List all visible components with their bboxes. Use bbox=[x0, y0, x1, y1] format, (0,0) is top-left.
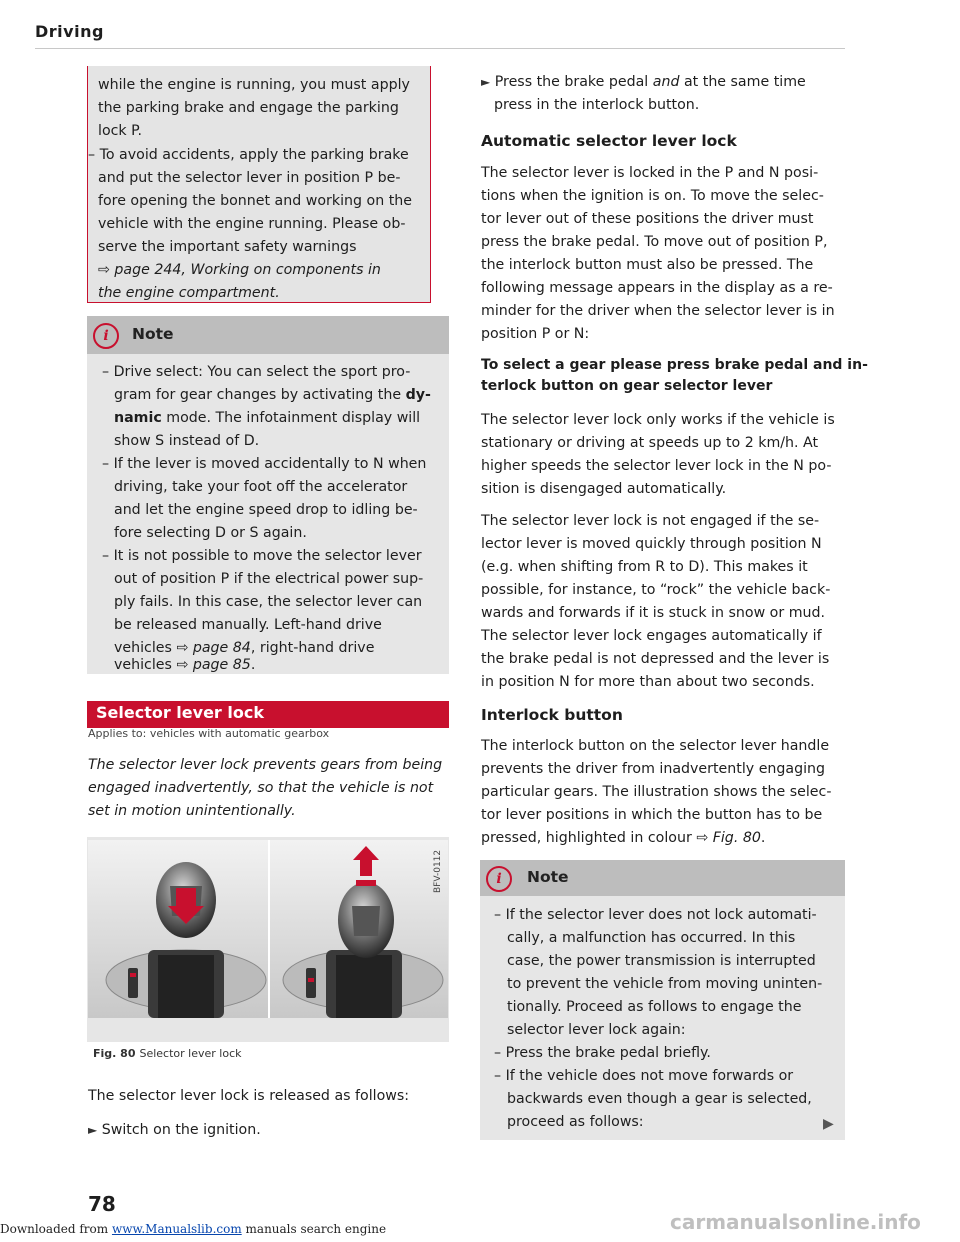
heading-automatic-selector-lever-lock: Automatic selector lever lock bbox=[481, 132, 737, 150]
para-line: (e.g. when shifting from R to D). This makes it bbox=[481, 559, 808, 575]
note-line: ply fails. In this case, the selector lever can bbox=[114, 594, 423, 610]
warning-line: while the engine is running, you must apply bbox=[98, 77, 410, 93]
link-page-85[interactable]: ⇨ page 85 bbox=[176, 657, 251, 673]
para-line: the brake pedal is not depressed and the lever is bbox=[481, 651, 830, 667]
note-line: – If the vehicle does not move forwards or bbox=[494, 1068, 794, 1084]
page-header-title: Driving bbox=[35, 22, 104, 41]
step-arrow-icon: ► bbox=[88, 1123, 98, 1137]
para-line: The selector lever lock is not engaged if the se- bbox=[481, 513, 820, 529]
note-title: Note bbox=[132, 325, 174, 343]
intro-line: The selector lever lock prevents gears from being bbox=[88, 757, 443, 773]
warning-line: lock P. bbox=[98, 123, 143, 139]
note-line: – Drive select: You can select the sport pro- bbox=[102, 364, 411, 380]
display-message: To select a gear please press brake pedal and in- bbox=[481, 357, 868, 373]
applies-to-text: Applies to: vehicles with automatic gearbox bbox=[88, 727, 330, 740]
para-line: possible, for instance, to “rock” the vehicle back- bbox=[481, 582, 831, 598]
para-line: press the brake pedal. To move out of position P, bbox=[481, 234, 828, 250]
para-line: wards and forwards if it is stuck in snow or mud. bbox=[481, 605, 826, 621]
warning-line: the parking brake and engage the parking bbox=[98, 100, 399, 116]
para-line: The selector lever is locked in the P and N posi- bbox=[481, 165, 819, 181]
note-line: cally, a malfunction has occurred. In this bbox=[507, 930, 796, 946]
note-line: vehicles ⇨ page 85. bbox=[114, 657, 256, 673]
heading-interlock-button: Interlock button bbox=[481, 706, 623, 724]
para-line: higher speeds the selector lever lock in the N po- bbox=[481, 458, 832, 474]
note-line: out of position P if the electrical power sup- bbox=[114, 571, 424, 587]
note-line: tionally. Proceed as follows to engage the bbox=[507, 999, 802, 1015]
para-line: particular gears. The illustration shows the selec- bbox=[481, 784, 832, 800]
header-divider bbox=[35, 48, 845, 49]
note-line: driving, take your foot off the accelerator bbox=[114, 479, 408, 495]
note-line: backwards even though a gear is selected, bbox=[507, 1091, 812, 1107]
note-line: – It is not possible to move the selector lever bbox=[102, 548, 422, 564]
warning-link-page-244[interactable]: ⇨ page 244, Working on components in bbox=[98, 262, 381, 278]
note-line: case, the power transmission is interrupted bbox=[507, 953, 816, 969]
para-line: The selector lever lock only works if the vehicle is bbox=[481, 412, 835, 428]
continue-arrow-icon: ▶ bbox=[823, 1116, 834, 1132]
para-line: minder for the driver when the selector lever is in bbox=[481, 303, 835, 319]
para-line: tor lever out of these positions the driver must bbox=[481, 211, 814, 227]
warning-link-page-244[interactable]: the engine compartment. bbox=[98, 285, 280, 301]
link-page-84[interactable]: ⇨ page 84 bbox=[176, 640, 251, 656]
para-line: The interlock button on the selector lever handle bbox=[481, 738, 830, 754]
link-fig-80[interactable]: ⇨ Fig. 80 bbox=[696, 830, 761, 846]
warning-line: and put the selector lever in position P be- bbox=[98, 170, 401, 186]
para-line: stationary or driving at speeds up to 2 km/h. At bbox=[481, 435, 819, 451]
para-line: tor lever positions in which the button has to be bbox=[481, 807, 823, 823]
note-line: gram for gear changes by activating the dy- bbox=[114, 387, 431, 403]
download-footer: Downloaded from www.Manualslib.com manuals search engine bbox=[0, 1222, 387, 1236]
note-line: proceed as follows: bbox=[507, 1114, 644, 1130]
note-line: fore selecting D or S again. bbox=[114, 525, 307, 541]
intro-line: engaged inadvertently, so that the vehicle is not bbox=[88, 780, 434, 796]
manualslib-link[interactable]: www.Manualslib.com bbox=[111, 1222, 242, 1236]
para-line: in position N for more than about two seconds. bbox=[481, 674, 815, 690]
note-line: – If the selector lever does not lock automati- bbox=[494, 907, 817, 923]
warning-line: vehicle with the engine running. Please ob- bbox=[98, 216, 406, 232]
warning-line: fore opening the bonnet and working on the bbox=[98, 193, 413, 209]
para-line: pressed, highlighted in colour ⇨ Fig. 80. bbox=[481, 830, 766, 846]
para-line: The selector lever lock engages automatically if bbox=[481, 628, 822, 644]
note-line: – Press the brake pedal briefly. bbox=[494, 1045, 711, 1061]
info-icon: i bbox=[486, 866, 512, 892]
para-line: prevents the driver from inadvertently engaging bbox=[481, 761, 826, 777]
page-number: 78 bbox=[88, 1192, 116, 1216]
info-icon: i bbox=[93, 323, 119, 349]
note-line: namic mode. The infotainment display will bbox=[114, 410, 421, 426]
display-message: terlock button on gear selector lever bbox=[481, 378, 773, 394]
note-line: – If the lever is moved accidentally to N when bbox=[102, 456, 427, 472]
note-line: show S instead of D. bbox=[114, 433, 260, 449]
note-line: selector lever lock again: bbox=[507, 1022, 686, 1038]
figure-caption: Fig. 80 Selector lever lock bbox=[93, 1047, 242, 1060]
note-title: Note bbox=[527, 868, 569, 886]
para-line: following message appears in the display as a re- bbox=[481, 280, 833, 296]
note-line: and let the engine speed drop to idling be- bbox=[114, 502, 418, 518]
selector-lever-illustration bbox=[88, 840, 448, 1018]
para-line: lector lever is moved quickly through position N bbox=[481, 536, 822, 552]
intro-line: set in motion unintentionally. bbox=[88, 803, 296, 819]
para-line: the interlock button must also be pressed. The bbox=[481, 257, 814, 273]
section-title: Selector lever lock bbox=[96, 703, 264, 722]
body-text: The selector lever lock is released as follows: bbox=[88, 1088, 410, 1104]
note-line: be released manually. Left-hand drive bbox=[114, 617, 382, 633]
step-arrow-icon: ► bbox=[481, 75, 491, 89]
note-line: to prevent the vehicle from moving uninten- bbox=[507, 976, 823, 992]
warning-line: – To avoid accidents, apply the parking brake bbox=[88, 147, 409, 163]
para-line: position P or N: bbox=[481, 326, 590, 342]
figure-id: BFV-0112 bbox=[433, 849, 443, 893]
note-line: vehicles ⇨ page 84, right-hand drive bbox=[114, 640, 375, 656]
para-line: sition is disengaged automatically. bbox=[481, 481, 727, 497]
step-press-brake: ► Press the brake pedal and at the same time bbox=[481, 74, 806, 90]
para-line: tions when the ignition is on. To move the selec- bbox=[481, 188, 824, 204]
warning-line: serve the important safety warnings bbox=[98, 239, 357, 255]
watermark: carmanualsonline.info bbox=[670, 1210, 921, 1234]
step-line: press in the interlock button. bbox=[494, 97, 700, 113]
step-switch-ignition: ► Switch on the ignition. bbox=[88, 1122, 261, 1138]
